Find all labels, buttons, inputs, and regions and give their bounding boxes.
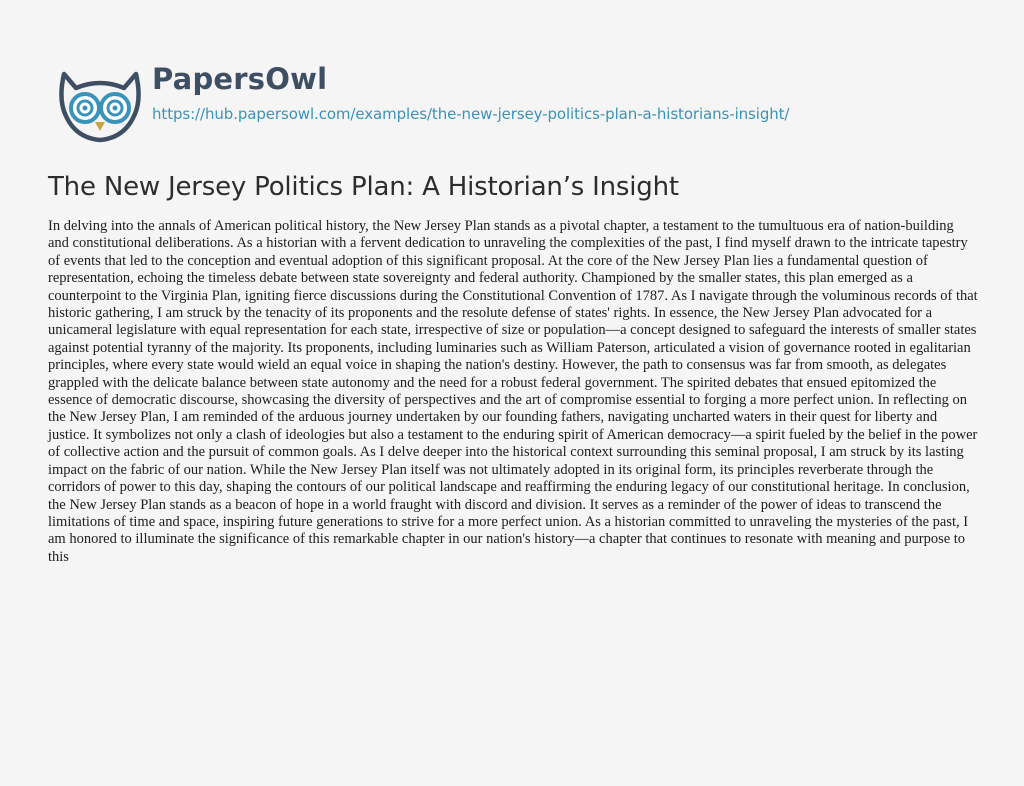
owl-logo-icon <box>50 64 150 144</box>
article-title: The New Jersey Politics Plan: A Historian’s Insight <box>48 172 679 202</box>
brand-name[interactable]: PapersOwl <box>152 62 328 96</box>
source-url-link[interactable]: https://hub.papersowl.com/examples/the-new-jersey-politics-plan-a-historians-insight/ <box>152 105 790 123</box>
article-body: In delving into the annals of American political history, the New Jersey Plan stands as a pivotal chapter, a testament to the tumultuous era of nation-building and constitutional deliberations. As a historian with a fervent dedication to unraveling the complexities of the past, I find myself drawn to the intricate tapestry of events that led to the conception and eventual adoption of this significant proposal. At the core of the New Jersey Plan lies a fundamental question of representation, echoing the timeless debate between state sovereignty and federal authority. Championed by the smaller states, this plan emerged as a counterpoint to the Virginia Plan, igniting fierce discussions during the Constitutional Convention of 1787. As I navigate through the voluminous records of that historic gathering, I am struck by the tenacity of its proponents and the resolute defense of states' rights. In essence, the New Jersey Plan advocated for a unicameral legislature with equal representation for each state, irrespective of size or population—a concept designed to safeguard the interests of smaller states against potential tyranny of the majority. Its proponents, including luminaries such as William Paterson, articulated a vision of governance rooted in egalitarian principles, where every state would wield an equal voice in shaping the nation's destiny. However, the path to consensus was far from smooth, as delegates grappled with the delicate balance between state autonomy and the need for a robust federal government. The spirited debates that ensued epitomized the essence of democratic discourse, showcasing the diversity of perspectives and the art of compromise essential to forging a more perfect union. In reflecting on the New Jersey Plan, I am reminded of the arduous journey undertaken by our founding fathers, navigating uncharted waters in their quest for liberty and justice. It symbolizes not only a clash of ideologies but also a testament to the enduring spirit of American democracy—a spirit fueled by the belief in the power of collective action and the pursuit of common goals. As I delve deeper into the historical context surrounding this seminal proposal, I am struck by its lasting impact on the fabric of our nation. While the New Jersey Plan itself was not ultimately adopted in its original form, its principles reverberate through the corridors of power to this day, shaping the contours of our political landscape and reaffirming the enduring legacy of our constitutional heritage. In conclusion, the New Jersey Plan stands as a beacon of hope in a world fraught with discord and division. It serves as a reminder of the power of ideas to transcend the limitations of time and space, inspiring future generations to strive for a more perfect union. As a historian committed to unraveling the mysteries of the past, I am honored to illuminate the significance of this remarkable chapter in our nation's history—a chapter that continues to resonate with meaning and purpose to this <box>48 218 978 565</box>
page-header <box>0 0 1024 160</box>
